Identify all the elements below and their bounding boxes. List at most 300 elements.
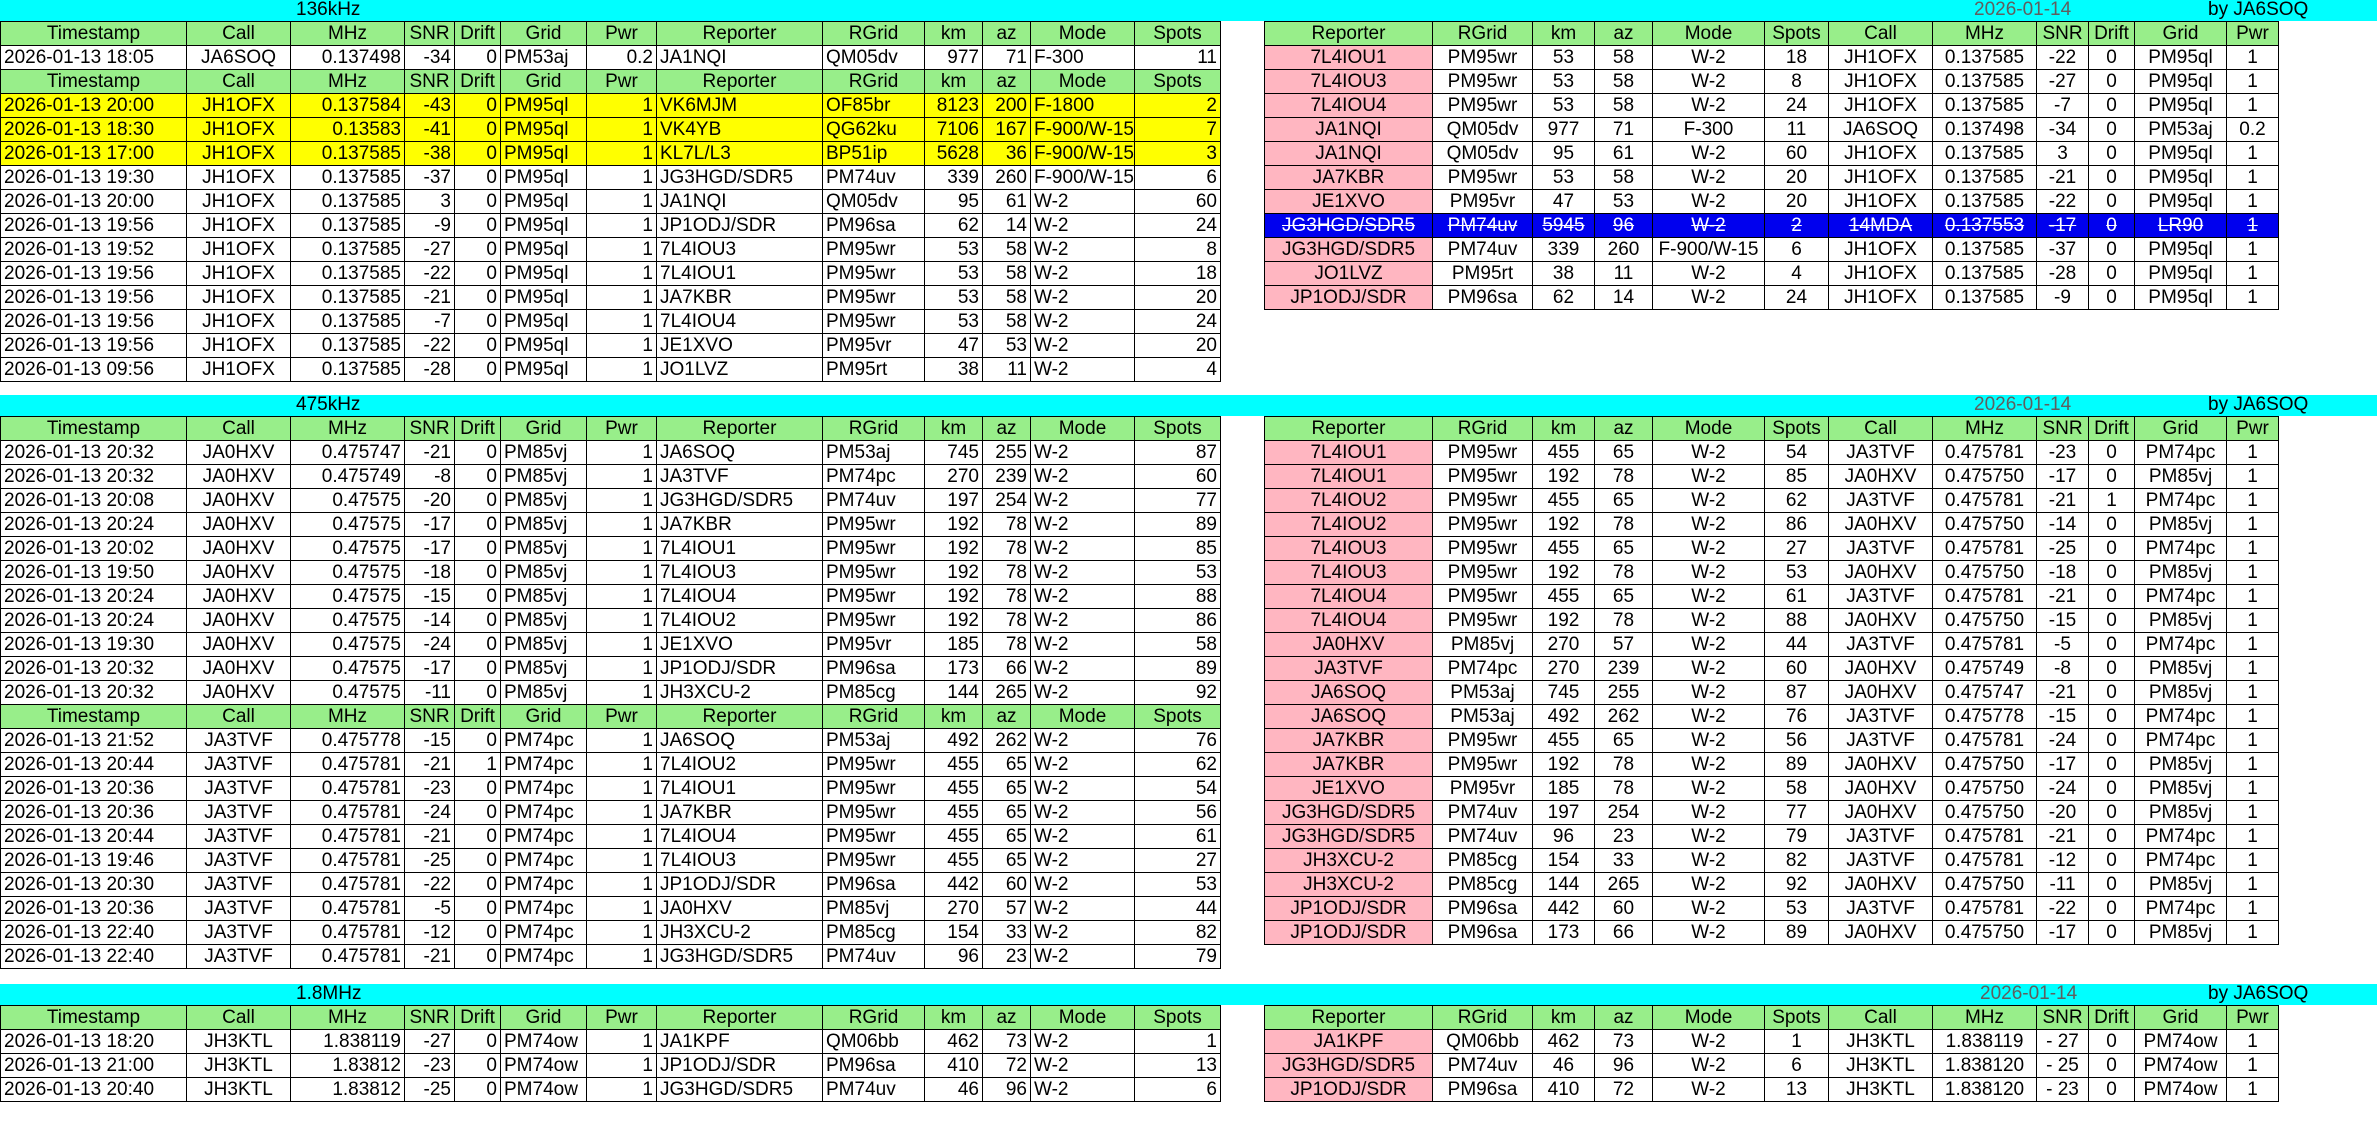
table-cell-az[interactable]: 72 xyxy=(983,1054,1031,1078)
table-row[interactable] xyxy=(1,561,1221,585)
table-cell-snr[interactable]: -21 xyxy=(2037,681,2089,705)
table-cell-drift[interactable]: 0 xyxy=(455,1078,501,1102)
table-cell-km[interactable]: 410 xyxy=(1533,1078,1595,1102)
table-cell-drift[interactable]: 0 xyxy=(2089,70,2135,94)
table-cell-mode[interactable]: W-2 xyxy=(1031,657,1135,681)
table-row[interactable] xyxy=(1265,70,2279,94)
column-header[interactable]: Mode xyxy=(1653,417,1765,441)
table-cell-grid[interactable]: PM95ql xyxy=(501,286,587,310)
table-cell-az[interactable]: 167 xyxy=(983,118,1031,142)
table-cell-grid[interactable]: LR90 xyxy=(2135,214,2227,238)
table-cell-mhz[interactable]: 0.47575 xyxy=(291,513,405,537)
table-cell-rgrid[interactable]: PM85cg xyxy=(1433,849,1533,873)
table-cell-reporter[interactable]: KL7L/L3 xyxy=(657,142,823,166)
table-row[interactable] xyxy=(1,897,1221,921)
table-cell-mhz[interactable]: 0.137585 xyxy=(291,334,405,358)
table-cell-rgrid[interactable]: PM53aj xyxy=(1433,681,1533,705)
table-cell-rgrid[interactable]: QM05dv xyxy=(1433,118,1533,142)
column-header[interactable]: RGrid xyxy=(823,1006,925,1030)
table-cell-az[interactable]: 33 xyxy=(1595,849,1653,873)
table-cell-pwr[interactable]: 1 xyxy=(587,561,657,585)
table-row[interactable] xyxy=(1265,825,2279,849)
table-cell-km[interactable]: 492 xyxy=(925,729,983,753)
table-cell-drift[interactable]: 0 xyxy=(455,358,501,382)
table-cell-mhz[interactable]: 0.475749 xyxy=(291,465,405,489)
table-cell-snr[interactable]: -21 xyxy=(405,753,455,777)
table-cell-snr[interactable]: -15 xyxy=(405,729,455,753)
table-cell-km[interactable]: 197 xyxy=(925,489,983,513)
table-cell-spots[interactable]: 1 xyxy=(1765,1030,1829,1054)
table-cell-az[interactable]: 254 xyxy=(983,489,1031,513)
table-cell-rgrid[interactable]: PM74uv xyxy=(823,1078,925,1102)
table-cell-mhz[interactable]: 0.137585 xyxy=(291,190,405,214)
table-cell-grid[interactable]: PM74ow xyxy=(2135,1054,2227,1078)
table-cell-mode[interactable]: W-2 xyxy=(1031,214,1135,238)
table-row[interactable] xyxy=(1,262,1221,286)
table-cell-timestamp[interactable]: 2026-01-13 20:08 xyxy=(1,489,187,513)
table-cell-rgrid[interactable]: PM95wr xyxy=(1433,94,1533,118)
table-cell-call[interactable]: JA6SOQ xyxy=(1829,118,1933,142)
table-cell-call[interactable]: JH1OFX xyxy=(1829,142,1933,166)
table-cell-reporter[interactable]: 7L4IOU1 xyxy=(657,262,823,286)
table-cell-grid[interactable]: PM85vj xyxy=(2135,657,2227,681)
table-cell-rgrid[interactable]: PM96sa xyxy=(823,1054,925,1078)
table-cell-drift[interactable]: 0 xyxy=(455,657,501,681)
table-cell-drift[interactable]: 0 xyxy=(2089,465,2135,489)
table-cell-mhz[interactable]: 0.137498 xyxy=(291,46,405,70)
table-cell-drift[interactable]: 0 xyxy=(2089,561,2135,585)
table-cell-mhz[interactable]: 0.475781 xyxy=(1933,585,2037,609)
column-header[interactable]: Mode xyxy=(1653,1006,1765,1030)
table-cell-mode[interactable]: W-2 xyxy=(1653,777,1765,801)
table-cell-pwr[interactable]: 1 xyxy=(587,334,657,358)
table-row[interactable] xyxy=(1,46,1221,70)
table-cell-snr[interactable]: -25 xyxy=(2037,537,2089,561)
table-cell-mode[interactable]: F-900/W-15 xyxy=(1653,238,1765,262)
table-cell-az[interactable]: 78 xyxy=(1595,753,1653,777)
table-cell-mhz[interactable]: 0.475781 xyxy=(1933,897,2037,921)
table-cell-drift[interactable]: 0 xyxy=(2089,657,2135,681)
table-cell-mode[interactable]: W-2 xyxy=(1031,238,1135,262)
table-cell-grid[interactable]: PM95ql xyxy=(501,334,587,358)
column-header[interactable]: Call xyxy=(187,1006,291,1030)
table-cell-grid[interactable]: PM74pc xyxy=(2135,537,2227,561)
table-cell-grid[interactable]: PM85vj xyxy=(501,465,587,489)
table-cell-mode[interactable]: W-2 xyxy=(1653,262,1765,286)
table-cell-km[interactable]: 455 xyxy=(925,801,983,825)
table-row[interactable] xyxy=(1,753,1221,777)
table-cell-km[interactable]: 192 xyxy=(925,609,983,633)
table-cell-reporter[interactable]: JG3HGD/SDR5 xyxy=(657,489,823,513)
table-cell-timestamp[interactable]: 2026-01-13 20:32 xyxy=(1,681,187,705)
table-cell-call[interactable]: 14MDA xyxy=(1829,214,1933,238)
table-cell-spots[interactable]: 76 xyxy=(1765,705,1829,729)
table-cell-km[interactable]: 5628 xyxy=(925,142,983,166)
table-cell-spots[interactable]: 89 xyxy=(1135,657,1221,681)
table-cell-spots[interactable]: 11 xyxy=(1765,118,1829,142)
table-cell-reporter[interactable]: 7L4IOU3 xyxy=(1265,70,1433,94)
table-cell-grid[interactable]: PM95ql xyxy=(2135,286,2227,310)
table-cell-timestamp[interactable]: 2026-01-13 09:56 xyxy=(1,358,187,382)
table-cell-pwr[interactable]: 1 xyxy=(587,489,657,513)
table-cell-mhz[interactable]: 0.475781 xyxy=(1933,849,2037,873)
table-cell-rgrid[interactable]: PM95wr xyxy=(823,753,925,777)
table-cell-call[interactable]: JA3TVF xyxy=(187,873,291,897)
table-cell-spots[interactable]: 24 xyxy=(1765,286,1829,310)
table-cell-mode[interactable]: W-2 xyxy=(1653,561,1765,585)
table-cell-mhz[interactable]: 0.137585 xyxy=(291,310,405,334)
table-cell-rgrid[interactable]: PM95wr xyxy=(1433,585,1533,609)
table-row[interactable] xyxy=(1265,657,2279,681)
table-cell-call[interactable]: JH1OFX xyxy=(1829,262,1933,286)
table-cell-az[interactable]: 65 xyxy=(1595,441,1653,465)
table-cell-pwr[interactable]: 1 xyxy=(2227,729,2279,753)
table-cell-az[interactable]: 65 xyxy=(983,825,1031,849)
table-cell-drift[interactable]: 0 xyxy=(2089,190,2135,214)
table-cell-km[interactable]: 95 xyxy=(1533,142,1595,166)
table-cell-pwr[interactable]: 1 xyxy=(2227,214,2279,238)
table-cell-drift[interactable]: 0 xyxy=(2089,897,2135,921)
table-cell-mode[interactable]: F-300 xyxy=(1653,118,1765,142)
table-cell-rgrid[interactable]: PM74uv xyxy=(823,489,925,513)
table-row[interactable] xyxy=(1265,585,2279,609)
table-cell-reporter[interactable]: JA7KBR xyxy=(657,801,823,825)
table-cell-spots[interactable]: 62 xyxy=(1765,489,1829,513)
table-cell-km[interactable]: 53 xyxy=(1533,94,1595,118)
table-row[interactable] xyxy=(1265,1054,2279,1078)
table-row[interactable] xyxy=(1,513,1221,537)
table-cell-snr[interactable]: -8 xyxy=(2037,657,2089,681)
table-cell-drift[interactable]: 0 xyxy=(455,633,501,657)
table-cell-az[interactable]: 58 xyxy=(983,238,1031,262)
table-cell-pwr[interactable]: 1 xyxy=(2227,94,2279,118)
table-cell-reporter[interactable]: JA7KBR xyxy=(1265,166,1433,190)
table-cell-timestamp[interactable]: 2026-01-13 18:30 xyxy=(1,118,187,142)
table-cell-rgrid[interactable]: QM05dv xyxy=(1433,142,1533,166)
table-cell-pwr[interactable]: 1 xyxy=(587,921,657,945)
table-cell-call[interactable]: JA3TVF xyxy=(1829,441,1933,465)
table-cell-az[interactable]: 78 xyxy=(1595,465,1653,489)
column-header[interactable]: km xyxy=(925,70,983,94)
table-cell-az[interactable]: 65 xyxy=(1595,729,1653,753)
table-cell-spots[interactable]: 85 xyxy=(1765,465,1829,489)
table-cell-mode[interactable]: W-2 xyxy=(1653,825,1765,849)
table-cell-km[interactable]: 455 xyxy=(1533,441,1595,465)
column-header[interactable]: Grid xyxy=(501,1006,587,1030)
table-cell-call[interactable]: JA3TVF xyxy=(187,825,291,849)
column-header[interactable]: az xyxy=(983,70,1031,94)
table-cell-km[interactable]: 455 xyxy=(925,825,983,849)
column-header[interactable]: SNR xyxy=(405,417,455,441)
table-row[interactable] xyxy=(1265,873,2279,897)
table-cell-spots[interactable]: 82 xyxy=(1765,849,1829,873)
table-cell-mode[interactable]: W-2 xyxy=(1031,825,1135,849)
table-cell-call[interactable]: JA0HXV xyxy=(1829,561,1933,585)
table-cell-mode[interactable]: W-2 xyxy=(1653,753,1765,777)
table-cell-mhz[interactable]: 0.137585 xyxy=(291,358,405,382)
table-cell-mhz[interactable]: 1.83812 xyxy=(291,1054,405,1078)
table-cell-rgrid[interactable]: PM53aj xyxy=(823,441,925,465)
table-cell-drift[interactable]: 0 xyxy=(2089,777,2135,801)
table-cell-spots[interactable]: 4 xyxy=(1135,358,1221,382)
table-cell-az[interactable]: 265 xyxy=(983,681,1031,705)
table-cell-drift[interactable]: 0 xyxy=(455,1030,501,1054)
table-cell-drift[interactable]: 0 xyxy=(2089,513,2135,537)
table-cell-timestamp[interactable]: 2026-01-13 20:24 xyxy=(1,609,187,633)
column-header[interactable]: km xyxy=(1533,22,1595,46)
column-header[interactable]: Pwr xyxy=(587,22,657,46)
table-cell-call[interactable]: JH1OFX xyxy=(187,190,291,214)
table-cell-rgrid[interactable]: PM96sa xyxy=(1433,921,1533,945)
table-cell-mhz[interactable]: 0.475781 xyxy=(1933,489,2037,513)
table-cell-grid[interactable]: PM74pc xyxy=(501,873,587,897)
column-header[interactable]: SNR xyxy=(2037,22,2089,46)
table-cell-mode[interactable]: W-2 xyxy=(1653,1078,1765,1102)
column-header[interactable]: Call xyxy=(1829,417,1933,441)
table-cell-grid[interactable]: PM74pc xyxy=(2135,705,2227,729)
table-cell-reporter[interactable]: JA7KBR xyxy=(657,513,823,537)
table-cell-snr[interactable]: -21 xyxy=(405,286,455,310)
table-cell-mode[interactable]: W-2 xyxy=(1031,945,1135,969)
table-cell-mode[interactable]: W-2 xyxy=(1031,1078,1135,1102)
table-cell-pwr[interactable]: 1 xyxy=(587,310,657,334)
table-row[interactable] xyxy=(1265,262,2279,286)
table-cell-reporter[interactable]: JE1XVO xyxy=(1265,777,1433,801)
table-cell-mhz[interactable]: 0.137585 xyxy=(1933,238,2037,262)
table-cell-snr[interactable]: -23 xyxy=(2037,441,2089,465)
table-cell-km[interactable]: 53 xyxy=(925,262,983,286)
table-cell-spots[interactable]: 85 xyxy=(1135,537,1221,561)
table-cell-mode[interactable]: F-1800 xyxy=(1031,94,1135,118)
table-cell-drift[interactable]: 0 xyxy=(455,441,501,465)
table-cell-call[interactable]: JA0HXV xyxy=(187,657,291,681)
table-cell-reporter[interactable]: JP1ODJ/SDR xyxy=(657,657,823,681)
table-cell-drift[interactable]: 0 xyxy=(2089,729,2135,753)
table-cell-az[interactable]: 78 xyxy=(983,609,1031,633)
table-cell-mhz[interactable]: 0.47575 xyxy=(291,585,405,609)
table-cell-az[interactable]: 58 xyxy=(1595,46,1653,70)
table-cell-pwr[interactable]: 1 xyxy=(587,513,657,537)
column-header[interactable]: km xyxy=(1533,1006,1595,1030)
table-cell-timestamp[interactable]: 2026-01-13 20:00 xyxy=(1,94,187,118)
table-cell-rgrid[interactable]: PM74pc xyxy=(1433,657,1533,681)
table-cell-call[interactable]: JH3KTL xyxy=(1829,1054,1933,1078)
table-cell-grid[interactable]: PM95ql xyxy=(501,262,587,286)
table-cell-snr[interactable]: -34 xyxy=(405,46,455,70)
table-cell-km[interactable]: 192 xyxy=(1533,561,1595,585)
table-cell-reporter[interactable]: JG3HGD/SDR5 xyxy=(1265,1054,1433,1078)
table-cell-pwr[interactable]: 1 xyxy=(2227,753,2279,777)
table-row[interactable] xyxy=(1265,513,2279,537)
table-cell-reporter[interactable]: VK4YB xyxy=(657,118,823,142)
column-header[interactable]: Timestamp xyxy=(1,705,187,729)
table-row[interactable] xyxy=(1,873,1221,897)
table-cell-snr[interactable]: -12 xyxy=(2037,849,2089,873)
table-cell-mode[interactable]: W-2 xyxy=(1031,286,1135,310)
table-cell-mhz[interactable]: 0.137498 xyxy=(1933,118,2037,142)
table-cell-az[interactable]: 96 xyxy=(983,1078,1031,1102)
table-cell-pwr[interactable]: 1 xyxy=(587,657,657,681)
table-cell-snr[interactable]: -28 xyxy=(2037,262,2089,286)
table-cell-km[interactable]: 442 xyxy=(925,873,983,897)
table-cell-pwr[interactable]: 1 xyxy=(587,441,657,465)
column-header[interactable]: Spots xyxy=(1135,1006,1221,1030)
table-cell-call[interactable]: JH3KTL xyxy=(187,1078,291,1102)
table-cell-km[interactable]: 5945 xyxy=(1533,214,1595,238)
table-cell-reporter[interactable]: JG3HGD/SDR5 xyxy=(657,166,823,190)
column-header[interactable]: MHz xyxy=(291,705,405,729)
table-cell-rgrid[interactable]: PM74pc xyxy=(823,465,925,489)
table-cell-call[interactable]: JA0HXV xyxy=(187,561,291,585)
table-cell-mhz[interactable]: 0.47575 xyxy=(291,561,405,585)
table-cell-az[interactable]: 73 xyxy=(1595,1030,1653,1054)
table-cell-reporter[interactable]: JG3HGD/SDR5 xyxy=(657,945,823,969)
table-cell-pwr[interactable]: 1 xyxy=(2227,633,2279,657)
table-row[interactable] xyxy=(1265,118,2279,142)
table-cell-reporter[interactable]: JA1KPF xyxy=(657,1030,823,1054)
table-cell-mhz[interactable]: 0.47575 xyxy=(291,657,405,681)
column-header[interactable]: Spots xyxy=(1765,417,1829,441)
column-header[interactable]: Spots xyxy=(1765,22,1829,46)
column-header[interactable]: Pwr xyxy=(587,1006,657,1030)
table-cell-snr[interactable]: -37 xyxy=(405,166,455,190)
column-header[interactable]: MHz xyxy=(1933,417,2037,441)
table-cell-spots[interactable]: 89 xyxy=(1765,921,1829,945)
table-cell-call[interactable]: JA3TVF xyxy=(187,921,291,945)
table-cell-drift[interactable]: 1 xyxy=(2089,489,2135,513)
table-cell-drift[interactable]: 0 xyxy=(455,873,501,897)
table-cell-az[interactable]: 11 xyxy=(1595,262,1653,286)
table-row[interactable] xyxy=(1265,681,2279,705)
table-cell-pwr[interactable]: 1 xyxy=(587,190,657,214)
table-cell-mode[interactable]: W-2 xyxy=(1031,358,1135,382)
table-cell-rgrid[interactable]: PM95wr xyxy=(1433,166,1533,190)
table-cell-call[interactable]: JH1OFX xyxy=(187,286,291,310)
table-cell-pwr[interactable]: 1 xyxy=(587,142,657,166)
table-cell-grid[interactable]: PM95ql xyxy=(501,142,587,166)
table-cell-az[interactable]: 58 xyxy=(1595,94,1653,118)
table-cell-spots[interactable]: 87 xyxy=(1135,441,1221,465)
table-cell-km[interactable]: 192 xyxy=(925,537,983,561)
table-cell-mode[interactable]: W-2 xyxy=(1653,489,1765,513)
table-cell-call[interactable]: JA0HXV xyxy=(187,681,291,705)
table-row[interactable] xyxy=(1265,166,2279,190)
table-cell-mhz[interactable]: 0.475781 xyxy=(291,849,405,873)
table-cell-pwr[interactable]: 1 xyxy=(587,358,657,382)
table-cell-spots[interactable]: 7 xyxy=(1135,118,1221,142)
table-cell-rgrid[interactable]: QM06bb xyxy=(1433,1030,1533,1054)
table-cell-az[interactable]: 78 xyxy=(983,633,1031,657)
table-cell-pwr[interactable]: 1 xyxy=(2227,142,2279,166)
column-header[interactable]: Call xyxy=(187,70,291,94)
table-row[interactable] xyxy=(1265,633,2279,657)
table-cell-reporter[interactable]: 7L4IOU4 xyxy=(1265,609,1433,633)
table-cell-km[interactable]: 455 xyxy=(1533,537,1595,561)
table-cell-call[interactable]: JA0HXV xyxy=(1829,609,1933,633)
table-cell-reporter[interactable]: JG3HGD/SDR5 xyxy=(1265,801,1433,825)
table-cell-mhz[interactable]: 0.475750 xyxy=(1933,777,2037,801)
table-cell-km[interactable]: 96 xyxy=(925,945,983,969)
table-cell-call[interactable]: JH3KTL xyxy=(187,1030,291,1054)
column-header[interactable]: SNR xyxy=(405,70,455,94)
table-cell-call[interactable]: JA3TVF xyxy=(1829,729,1933,753)
table-cell-mode[interactable]: W-2 xyxy=(1031,753,1135,777)
table-cell-timestamp[interactable]: 2026-01-13 20:44 xyxy=(1,753,187,777)
table-cell-az[interactable]: 96 xyxy=(1595,1054,1653,1078)
table-cell-mhz[interactable]: 0.47575 xyxy=(291,633,405,657)
table-row[interactable] xyxy=(1265,609,2279,633)
table-cell-reporter[interactable]: JA1NQI xyxy=(657,46,823,70)
table-cell-call[interactable]: JA3TVF xyxy=(187,729,291,753)
table-cell-mode[interactable]: W-2 xyxy=(1653,873,1765,897)
table-cell-mhz[interactable]: 0.137585 xyxy=(1933,70,2037,94)
column-header[interactable]: Pwr xyxy=(587,70,657,94)
table-cell-mode[interactable]: W-2 xyxy=(1031,801,1135,825)
table-cell-km[interactable]: 455 xyxy=(925,753,983,777)
table-cell-rgrid[interactable]: PM95wr xyxy=(1433,465,1533,489)
column-header[interactable]: Reporter xyxy=(1265,1006,1433,1030)
table-cell-drift[interactable]: 0 xyxy=(455,777,501,801)
table-cell-mode[interactable]: W-2 xyxy=(1653,849,1765,873)
table-cell-mode[interactable]: W-2 xyxy=(1653,609,1765,633)
table-cell-rgrid[interactable]: PM85vj xyxy=(823,897,925,921)
table-cell-mode[interactable]: W-2 xyxy=(1031,489,1135,513)
table-cell-az[interactable]: 71 xyxy=(1595,118,1653,142)
table-cell-timestamp[interactable]: 2026-01-13 19:52 xyxy=(1,238,187,262)
table-row[interactable] xyxy=(1,166,1221,190)
table-row[interactable] xyxy=(1,1030,1221,1054)
table-cell-snr[interactable]: -18 xyxy=(2037,561,2089,585)
table-row[interactable] xyxy=(1265,142,2279,166)
table-cell-snr[interactable]: -34 xyxy=(2037,118,2089,142)
table-cell-mhz[interactable]: 0.475750 xyxy=(1933,513,2037,537)
table-cell-az[interactable]: 71 xyxy=(983,46,1031,70)
table-cell-drift[interactable]: 0 xyxy=(455,334,501,358)
table-row[interactable] xyxy=(1265,801,2279,825)
table-cell-rgrid[interactable]: PM95wr xyxy=(823,585,925,609)
table-cell-mode[interactable]: W-2 xyxy=(1653,286,1765,310)
table-cell-mode[interactable]: W-2 xyxy=(1031,921,1135,945)
table-cell-grid[interactable]: PM85vj xyxy=(501,657,587,681)
table-cell-mhz[interactable]: 0.137585 xyxy=(1933,262,2037,286)
table-cell-spots[interactable]: 53 xyxy=(1135,873,1221,897)
table-cell-mode[interactable]: W-2 xyxy=(1031,609,1135,633)
table-row[interactable] xyxy=(1265,561,2279,585)
table-cell-spots[interactable]: 54 xyxy=(1135,777,1221,801)
table-cell-reporter[interactable]: JG3HGD/SDR5 xyxy=(1265,214,1433,238)
table-cell-timestamp[interactable]: 2026-01-13 19:50 xyxy=(1,561,187,585)
table-cell-call[interactable]: JH1OFX xyxy=(187,142,291,166)
table-cell-mhz[interactable]: 0.475781 xyxy=(1933,729,2037,753)
table-cell-az[interactable]: 23 xyxy=(983,945,1031,969)
table-cell-reporter[interactable]: JP1ODJ/SDR xyxy=(1265,1078,1433,1102)
table-cell-mhz[interactable]: 0.475747 xyxy=(1933,681,2037,705)
table-cell-pwr[interactable]: 1 xyxy=(2227,513,2279,537)
table-cell-km[interactable]: 462 xyxy=(1533,1030,1595,1054)
table-cell-km[interactable]: 144 xyxy=(925,681,983,705)
table-cell-snr[interactable]: -41 xyxy=(405,118,455,142)
table-cell-drift[interactable]: 0 xyxy=(2089,705,2135,729)
table-cell-pwr[interactable]: 0.2 xyxy=(587,46,657,70)
table-cell-mode[interactable]: W-2 xyxy=(1653,537,1765,561)
table-cell-mode[interactable]: F-900/W-15 xyxy=(1031,166,1135,190)
column-header[interactable]: km xyxy=(925,1006,983,1030)
table-cell-spots[interactable]: 11 xyxy=(1135,46,1221,70)
table-cell-pwr[interactable]: 1 xyxy=(2227,286,2279,310)
column-header[interactable]: az xyxy=(983,1006,1031,1030)
table-cell-mode[interactable]: W-2 xyxy=(1031,441,1135,465)
table-cell-call[interactable]: JA0HXV xyxy=(1829,753,1933,777)
